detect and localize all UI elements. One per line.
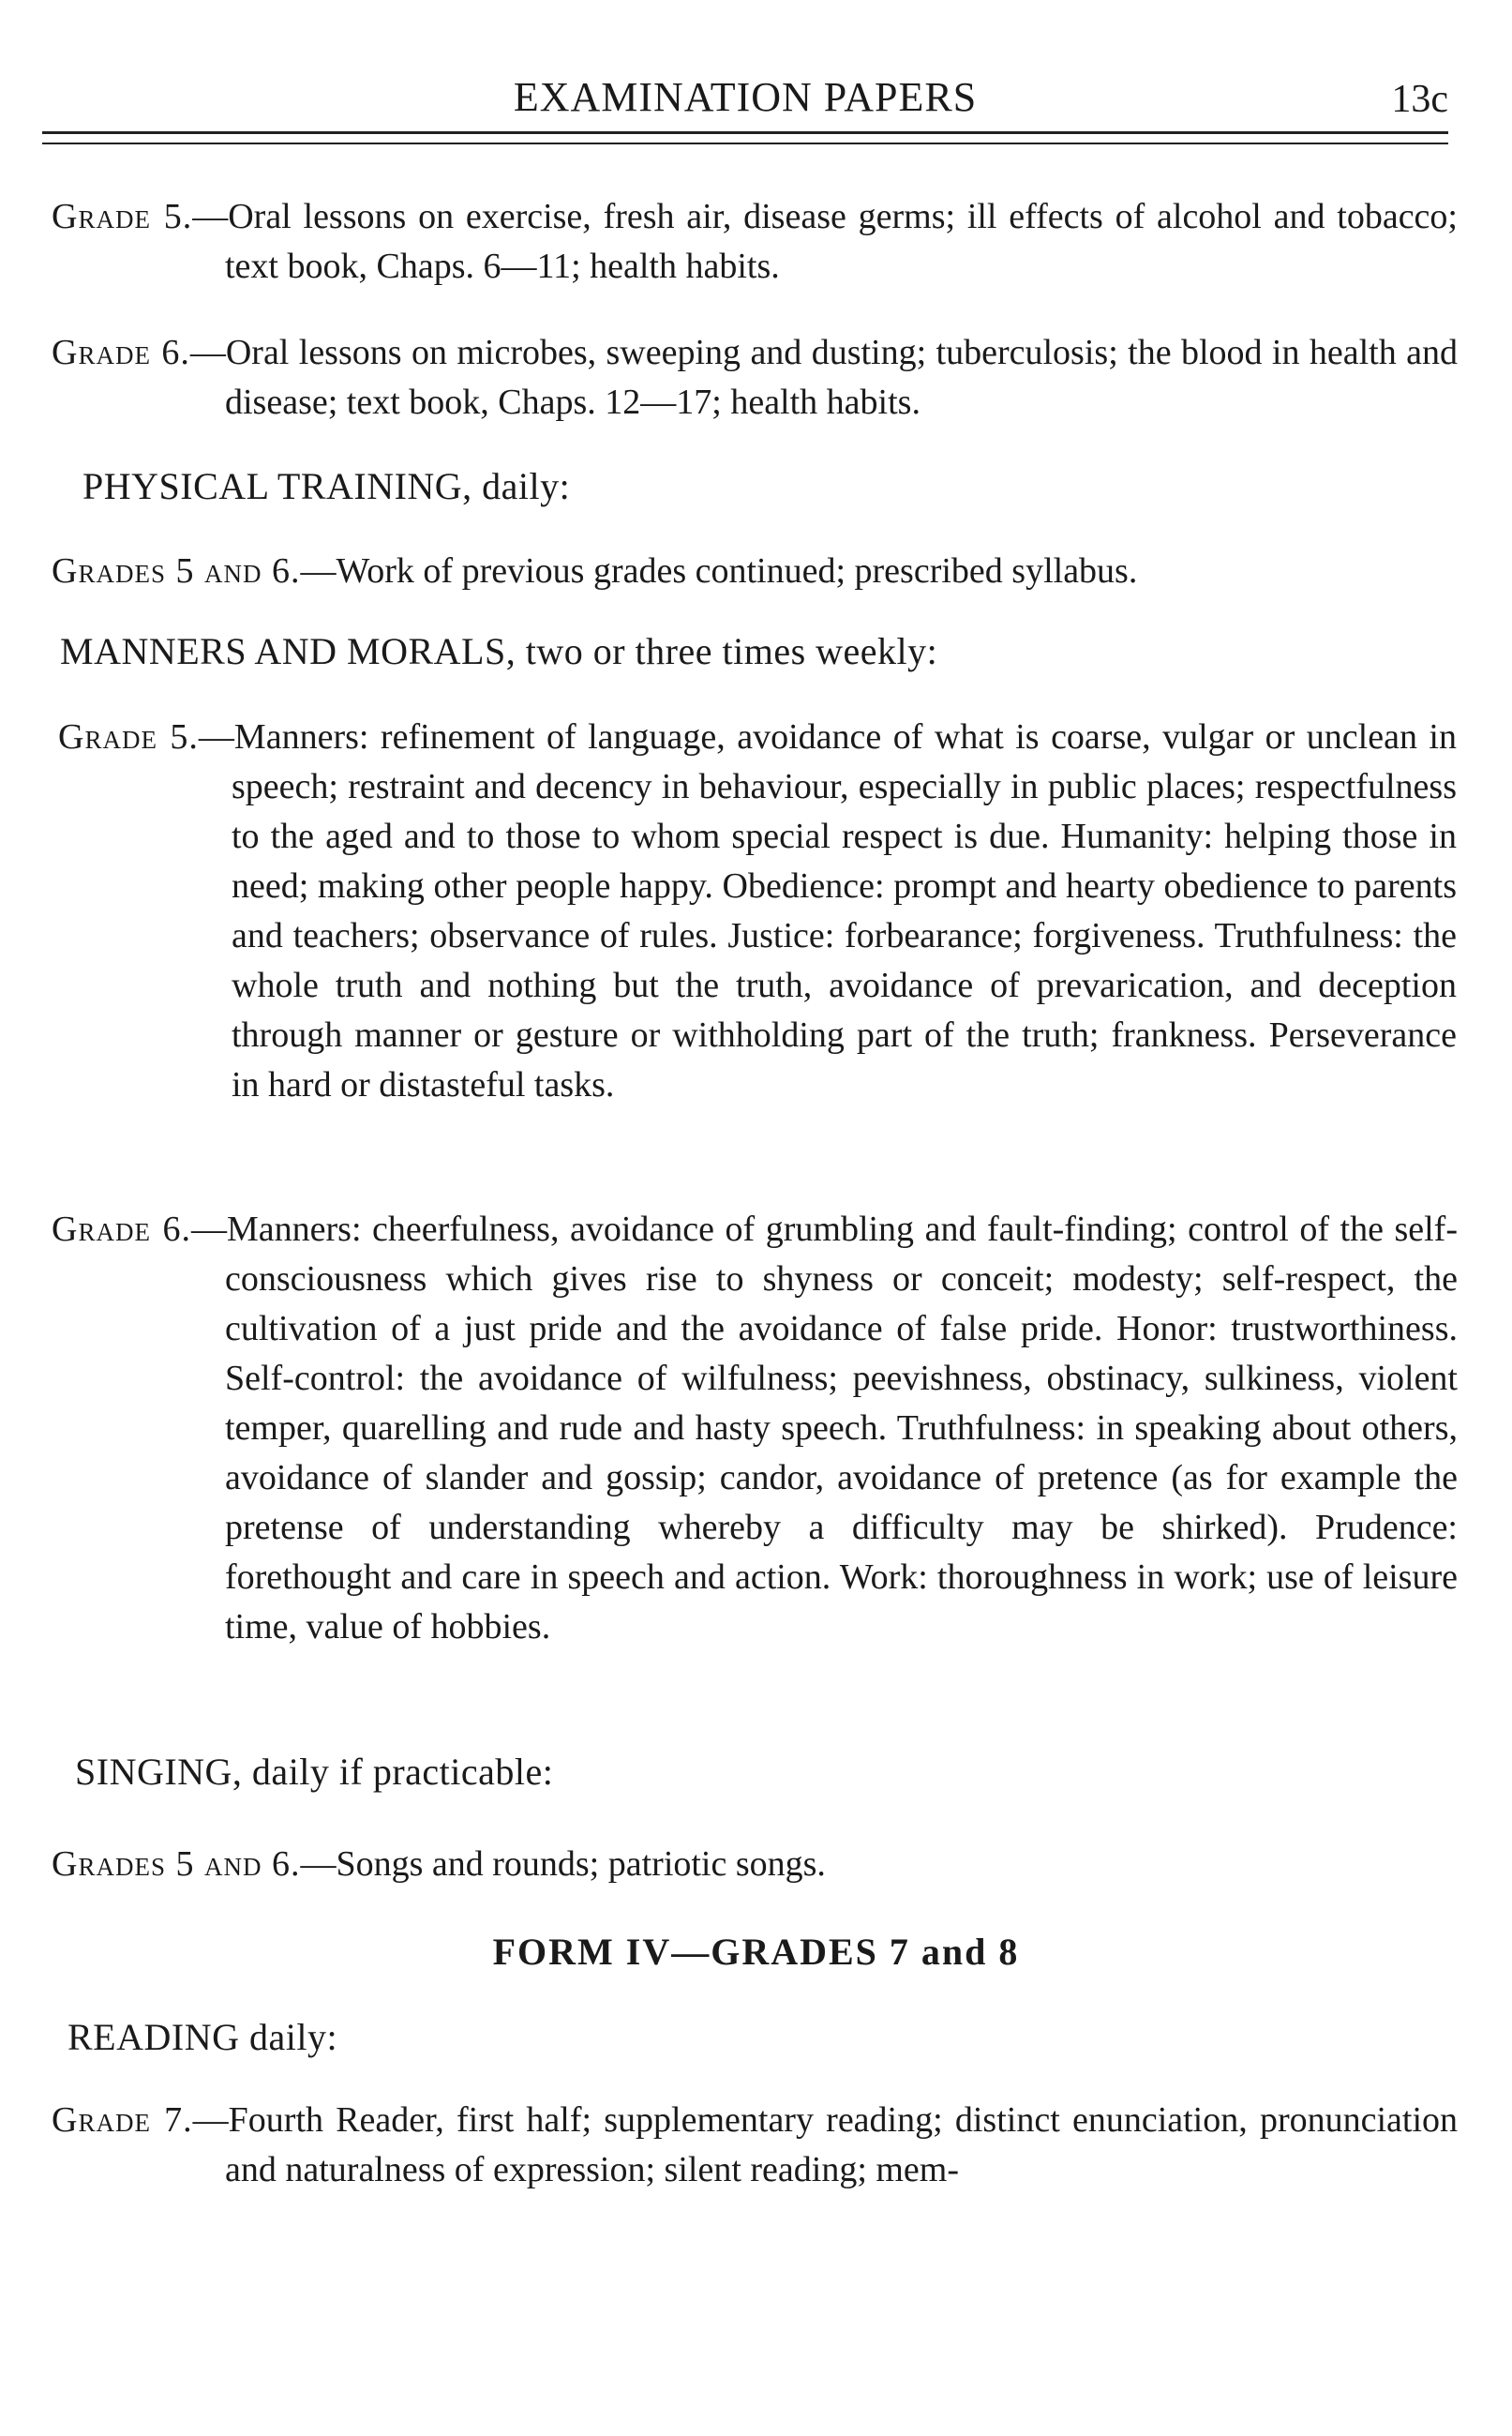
form-iv-heading: FORM IV—GRADES 7 and 8 xyxy=(492,1931,1020,1973)
heading-physical-training: PHYSICAL TRAINING, daily: xyxy=(82,465,571,507)
grade-label: Grades 5 and 6. xyxy=(52,1844,301,1884)
heading-manners-morals: MANNERS AND MORALS, two or three times weekly: xyxy=(60,630,938,672)
grade-label: Grade 5. xyxy=(58,717,199,757)
header-rule-bottom xyxy=(42,143,1448,144)
paragraph-text: —Oral lessons on exercise, fresh air, disease germs; ill effects of alcohol and tobacco; text book, Chaps. 6—11; health habits. xyxy=(192,197,1458,286)
paragraph-text: —Fourth Reader, first half; supplementary reading; distinct enunciation, pronunciation and naturalness of expression; silent reading; mem- xyxy=(192,2100,1458,2189)
paragraph-text: —Manners: cheerfulness, avoidance of grumbling and fault-finding; control of the self-consciousness which gives rise to shyness or conceit; modesty; self-respect, the cultivation of a just pride and the avoidance of false pride. Honor: trustworthiness. Self-control: the avoidance of wilfulness; peevishness, obstinacy, sulkiness, violent temper, quarelling and rude and hasty speech. Truthfulness: in speaking about others, avoidance of slander and gossip; candor, avoidance of pretence (as for example the pretense of understanding whereby a difficulty may be shirked). Prudence: forethought and care in speech and action. Work: thoroughness in work; use of leisure time, value of hobbies. xyxy=(190,1210,1458,1647)
paragraph-text: —Work of previous grades continued; prescribed syllabus. xyxy=(300,551,1138,591)
reading-grade-7 xyxy=(52,2096,1458,2195)
grade-label: Grade 5. xyxy=(52,197,193,236)
paragraph-text: —Manners: refinement of language, avoidance of what is coarse, vulgar or unclean in speech; restraint and decency in behaviour, especially in public places; respectfulness to the aged and to those to whom special respect is due. Humanity: helping those in need; making other people happy. Obedience: prompt and hearty obedience to parents and teachers; observance of rules. Justice: forbearance; forgiveness. Truthfulness: the whole truth and nothing but the truth, avoidance of prevarication, and deception through manner or gesture or withholding part of the truth; frankness. Perseverance in hard or distasteful tasks. xyxy=(198,717,1457,1105)
health-grade-6 xyxy=(52,328,1458,428)
mm-grade-5 xyxy=(58,713,1457,1110)
mm-grade-6 xyxy=(52,1205,1458,1652)
pt-grades-5-6 xyxy=(52,547,1458,596)
header-rule-top xyxy=(42,131,1448,134)
health-grade-5 xyxy=(52,192,1458,292)
singing-grades-5-6 xyxy=(52,1840,1458,1889)
running-title: EXAMINATION PAPERS xyxy=(513,74,978,120)
paragraph-text: —Songs and rounds; patriotic songs. xyxy=(300,1844,826,1884)
grade-label: Grade 6. xyxy=(52,333,190,372)
grade-label: Grade 7. xyxy=(52,2100,193,2140)
paragraph-text: —Oral lessons on microbes, sweeping and dusting; tuberculosis; the blood in health and disease; text book, Chaps. 12—17; health habits. xyxy=(189,333,1458,422)
page-header xyxy=(42,73,1448,129)
grade-label: Grades 5 and 6. xyxy=(52,551,301,591)
heading-singing: SINGING, daily if practicable: xyxy=(75,1751,554,1793)
grade-label: Grade 6. xyxy=(52,1210,191,1249)
heading-reading: READING daily: xyxy=(67,2016,338,2058)
page-number: 13c xyxy=(1391,78,1448,121)
